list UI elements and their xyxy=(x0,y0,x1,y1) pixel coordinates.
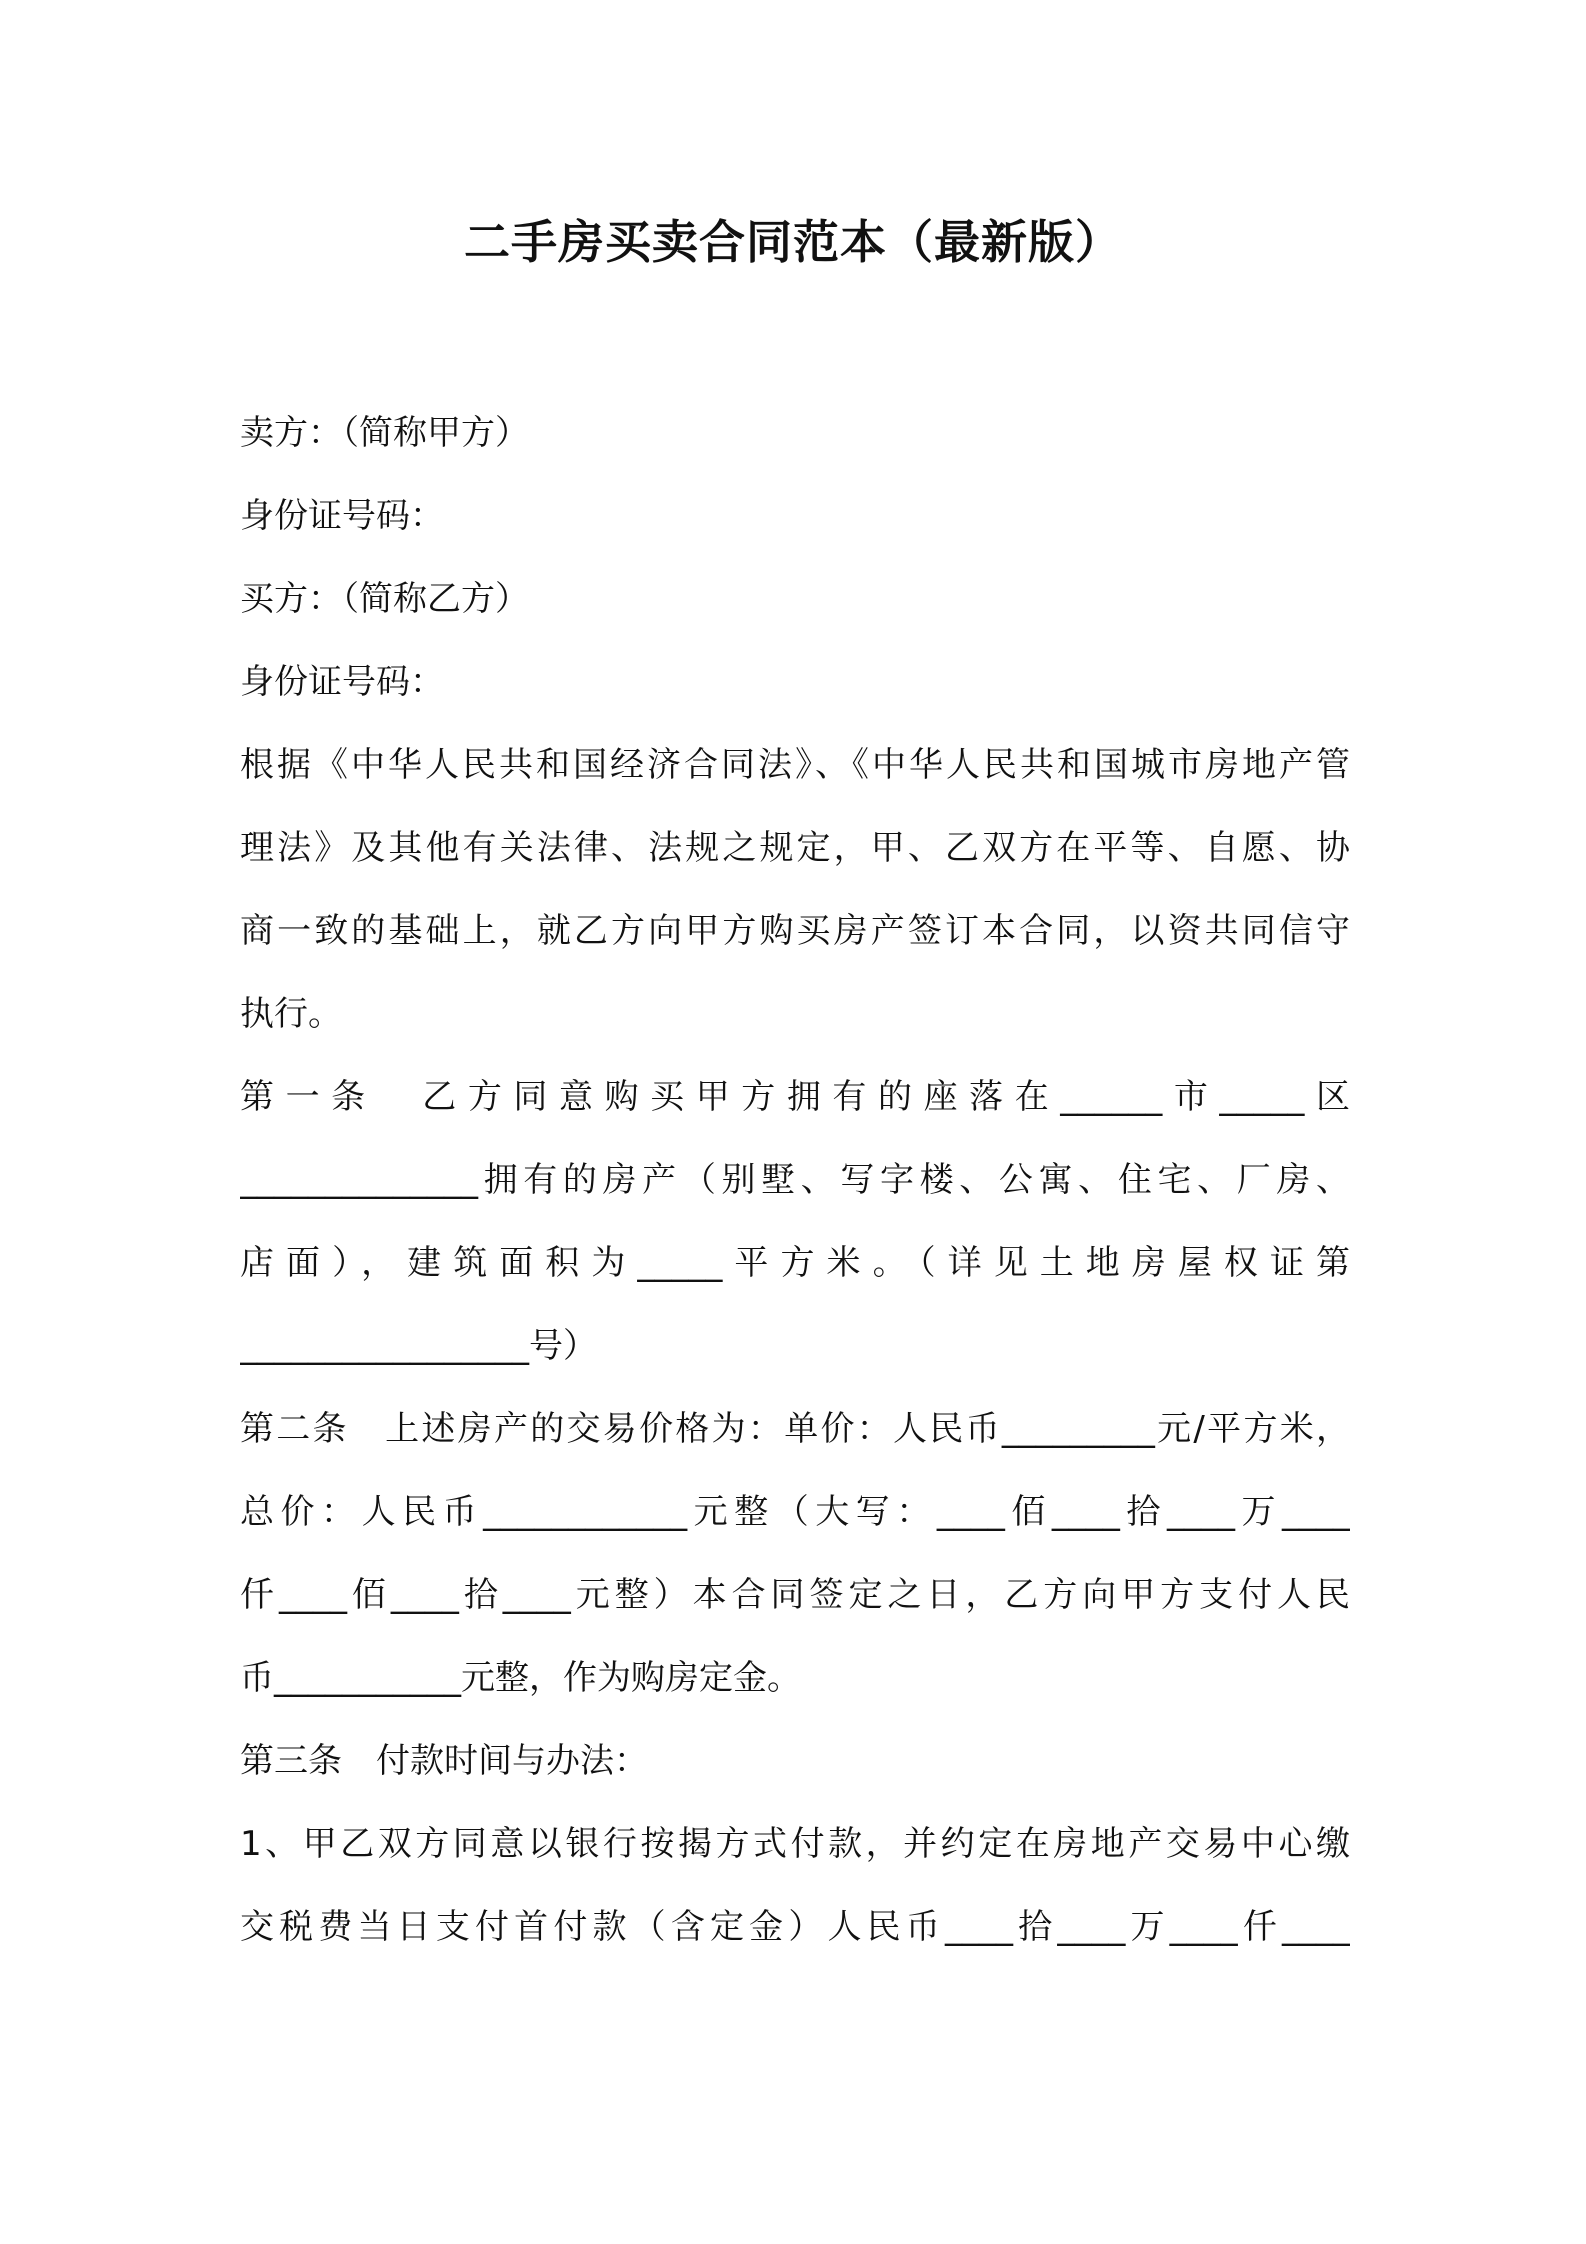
article-2-line-4: 币___________元整，作为购房定金。 xyxy=(240,1658,801,1698)
seller-id-line: 身份证号码： xyxy=(240,496,444,536)
preamble-line-4: 执行。 xyxy=(240,994,342,1034)
article-2-line-1: 第二条 上述房产的交易价格为：单价：人民币_________元/平方米， xyxy=(240,1409,1350,1449)
article-3-item-1-line-2: 交税费当日支付首付款（含定金）人民币____拾____万____仟____ xyxy=(240,1907,1350,1947)
preamble-line-3: 商一致的基础上，就乙方向甲方购买房产签订本合同，以资共同信守 xyxy=(240,911,1350,951)
article-2-line-2: 总价：人民币____________元整（大写：____佰____拾____万____ xyxy=(240,1492,1350,1532)
preamble-line-1: 根据《中华人民共和国经济合同法》、《中华人民共和国城市房地产管 xyxy=(240,745,1350,785)
article-1-line-4: _________________号） xyxy=(240,1326,597,1366)
contract-body xyxy=(240,392,1350,1969)
seller-line: 卖方：（简称甲方） xyxy=(240,413,529,453)
article-1-line-3: 店面），建筑面积为_____平方米。（详见土地房屋权证第 xyxy=(240,1243,1350,1283)
article-1-line-1: 第一条 乙方同意购买甲方拥有的座落在______市_____区 xyxy=(240,1077,1350,1117)
article-2-line-3: 仟____佰____拾____元整）本合同签定之日，乙方向甲方支付人民 xyxy=(240,1575,1350,1615)
document-title: 二手房买卖合同范本（最新版） xyxy=(464,215,1122,269)
buyer-id-line: 身份证号码： xyxy=(240,662,444,702)
article-3-heading: 第三条 付款时间与办法： xyxy=(240,1741,648,1781)
preamble-line-2: 理法》及其他有关法律、法规之规定，甲、乙双方在平等、自愿、协 xyxy=(240,828,1350,868)
article-1-line-2: ______________拥有的房产（别墅、写字楼、公寓、住宅、厂房、 xyxy=(240,1160,1350,1200)
buyer-line: 买方：（简称乙方） xyxy=(240,579,529,619)
article-3-item-1-line-1: 1、甲乙双方同意以银行按揭方式付款，并约定在房地产交易中心缴 xyxy=(240,1824,1350,1864)
